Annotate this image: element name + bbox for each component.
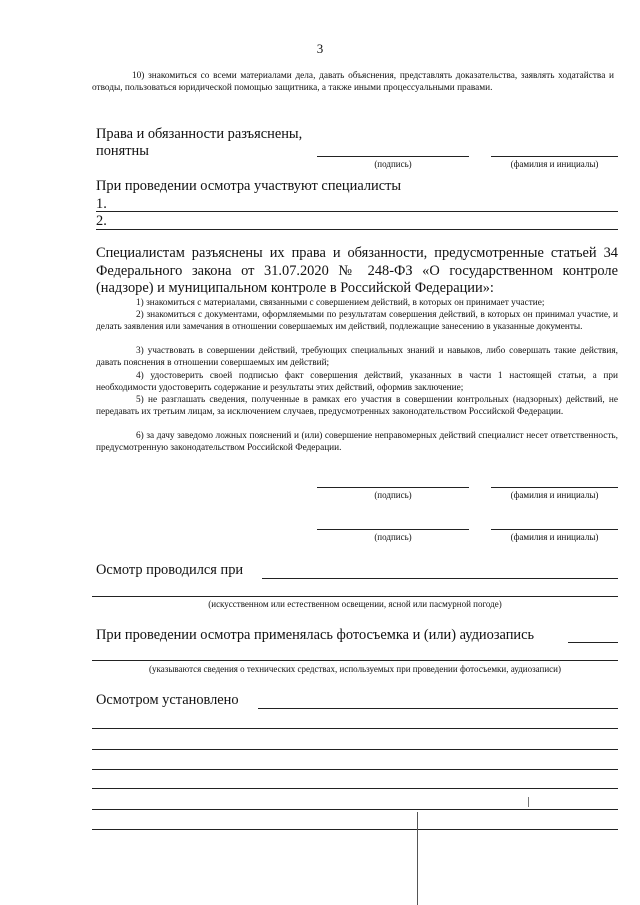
scan-mark — [528, 797, 529, 807]
established-line-6[interactable] — [92, 809, 618, 810]
rights-list-item-2: 2) знакомиться с документами, оформляемыми по результатам совершения действий, в которых он принимал участие, и делать заявления или замечания в отношении совершаемых им действий, подлежащие занесению в указанные документы. — [96, 310, 618, 332]
signature-caption-1: (подпись) — [374, 159, 412, 169]
signature-line-2[interactable] — [317, 487, 469, 488]
specialists-heading: При проведении осмотра участвуют специалисты — [96, 178, 402, 194]
rights-list-item-1: 1) знакомиться с материалами, связанными с совершением действий, в которых он принимает участие; — [136, 298, 545, 308]
specialist-item-2: 2. — [96, 213, 107, 229]
established-line-3[interactable] — [92, 749, 618, 750]
name-caption-2: (фамилия и инициалы) — [510, 490, 599, 500]
photo-audio-label: При проведении осмотра применялась фотосъемка и (или) аудиозапись — [96, 627, 535, 643]
lighting-caption: (искусственном или естественном освещении, ясной или пасмурной погоде) — [208, 599, 502, 609]
rights-understood-label: понятны — [96, 143, 149, 159]
name-caption-3: (фамилия и инициалы) — [510, 532, 599, 542]
inspection-conducted-label: Осмотр проводился при — [96, 562, 244, 578]
signature-line-3[interactable] — [317, 529, 469, 530]
established-line-2[interactable] — [92, 728, 618, 729]
inspection-conditions-line-2[interactable] — [92, 596, 618, 597]
name-line-3[interactable] — [491, 529, 618, 530]
name-caption-1: (фамилия и инициалы) — [510, 159, 599, 169]
fold-mark — [417, 812, 418, 905]
paragraph-item-10: 10) знакомиться со всеми материалами дела, давать объяснения, представлять доказательства, заявлять ходатайства и отводы, пользоваться юридической помощью защитника, а также иными процессуальными правами. — [92, 71, 614, 93]
rights-list-item-3: 3) участвовать в совершении действий, требующих специальных знаний и навыков, либо совершать такие действия, давать пояснения в отношении совершаемых им действий; — [96, 346, 618, 368]
name-line-1[interactable] — [491, 156, 618, 157]
specialist-line-1[interactable] — [96, 211, 618, 212]
established-line-5[interactable] — [92, 788, 618, 789]
established-line-7[interactable] — [92, 829, 618, 830]
established-label: Осмотром установлено — [96, 692, 239, 708]
inspection-conditions-line[interactable] — [262, 578, 618, 579]
signature-caption-2: (подпись) — [374, 490, 412, 500]
rights-list-item-6: 6) за дачу заведомо ложных пояснений и (или) совершение неправомерных действий специалист несет ответственность, предусмотренную законодательством Российской Федерации. — [96, 431, 618, 453]
name-line-2[interactable] — [491, 487, 618, 488]
established-line-1[interactable] — [258, 708, 618, 709]
rights-list-item-5: 5) не разглашать сведения, полученные в рамках его участия в совершении контрольных (надзорных) действий, не передавать их третьим лицам, за исключением случаев, предусмотренных законодательством Российской Федерации. — [96, 395, 618, 417]
page-number: 3 — [316, 41, 324, 56]
signature-line-1[interactable] — [317, 156, 469, 157]
photo-audio-caption: (указываются сведения о технических средствах, используемых при проведении фотосъемки, аудиозаписи) — [149, 664, 561, 674]
rights-explained-label: Права и обязанности разъяснены, — [96, 126, 303, 142]
rights-list-item-4: 4) удостоверить своей подписью факт совершения действий, указанных в части 1 настоящей статьи, а при необходимости удостоверить содержание и результаты этих действий, оформив заключение; — [96, 371, 618, 393]
signature-caption-3: (подпись) — [374, 532, 412, 542]
specialist-item-1: 1. — [96, 196, 107, 212]
specialists-rights-intro: Специалистам разъяснены их права и обязанности, предусмотренные статьей 34 Федерального закона от 31.07.2020 № 248-ФЗ «О государственном контроле (надзоре) и муниципальном контроле в Российской Федерации»: — [96, 245, 618, 296]
established-line-4[interactable] — [92, 769, 618, 770]
photo-audio-line-2[interactable] — [92, 660, 618, 661]
specialist-line-2[interactable] — [96, 229, 618, 230]
photo-audio-line[interactable] — [568, 642, 618, 643]
